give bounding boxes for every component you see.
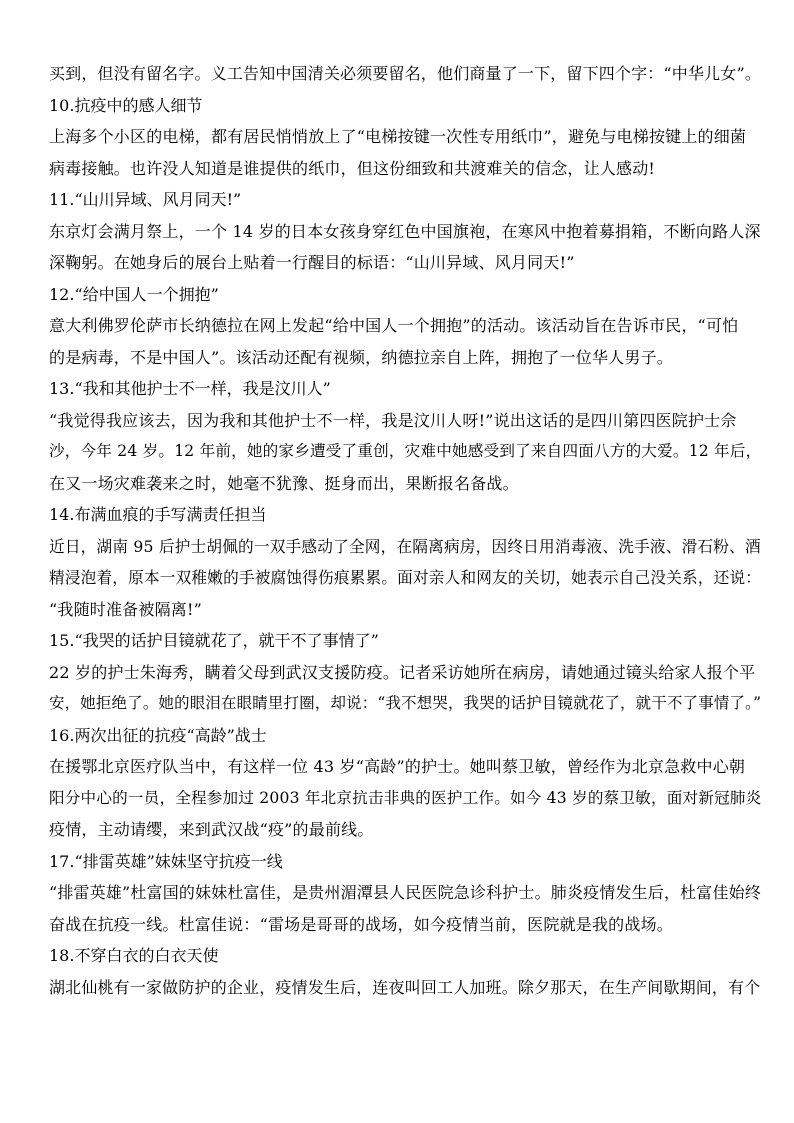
section-heading-18: 18.不穿白衣的白衣天使 <box>49 946 219 965</box>
paragraph-line: 病毒接触。也许没人知道是谁提供的纸巾，但这份细致和共渡难关的信念，让人感动! <box>49 158 656 178</box>
paragraph-line: “我随时准备被隔离!” <box>49 599 202 619</box>
paragraph-line: “排雷英雄”杜富国的妹妹杜富佳，是贵州湄潭县人民医院急诊科护士。肺炎疫情发生后，杜富佳始终 <box>49 883 761 902</box>
paragraph-line: 买到，但没有留名字。义工告知中国清关必须要留名，他们商量了一下，留下四个字：“中华儿女”。 <box>49 64 761 83</box>
paragraph-line: 22 岁的护士朱海秀，瞒着父母到武汉支援防疫。记者采访她所在病房，请她通过镜头给家人报个平 <box>49 662 756 682</box>
section-heading-17: 17.“排雷英雄”妹妹坚守抗疫一线 <box>49 851 283 871</box>
section-heading-16: 16.两次出征的抗疫“高龄”战士 <box>49 725 267 745</box>
section-heading-10: 10.抗疫中的感人细节 <box>49 95 203 115</box>
section-heading-13: 13.“我和其他护士不一样，我是汶川人” <box>49 379 331 398</box>
paragraph-line: 在援鄂北京医疗队当中，有这样一位 43 岁“高龄”的护士。她叫蔡卫敏，曾经作为北京急救中心朝 <box>49 757 746 776</box>
section-heading-15: 15.“我哭的话护目镜就花了，就干不了事情了” <box>49 631 379 650</box>
paragraph-line: 阳分中心的一员，全程参加过 2003 年北京抗击非典的医护工作。如今 43 岁的蔡卫敏，面对新冠肺炎 <box>49 788 762 807</box>
paragraph-line: 在又一场灾难袭来之时，她毫不犹豫、挺身而出，果断报名备战。 <box>49 473 519 493</box>
section-heading-11: 11.“山川异域、风月同天!” <box>49 190 242 209</box>
paragraph-line: 近日，湖南 95 后护士胡佩的一双手感动了全网，在隔离病房，因终日用消毒液、洗手液、滑石粉、酒 <box>49 536 761 556</box>
section-heading-12: 12.“给中国人一个拥抱” <box>49 284 219 304</box>
paragraph-line: 奋战在抗疫一线。杜富佳说：“雷场是哥哥的战场，如今疫情当前，医院就是我的战场。 <box>49 914 673 934</box>
paragraph-line: 精浸泡着，原本一双稚嫩的手被腐蚀得伤痕累累。面对亲人和网友的关切，她表示自己没关系，还说： <box>49 568 762 587</box>
section-heading-14: 14.布满血痕的手写满责任担当 <box>49 505 267 524</box>
paragraph-line: 东京灯会满月祭上，一个 14 岁的日本女孩身穿红色中国旗袍，在寒风中抱着募捐箱，不断向路人深 <box>49 221 761 241</box>
paragraph-line: 安，她拒绝了。她的眼泪在眼睛里打圈，却说：“我不想哭，我哭的话护目镜就花了，就干不了事情了。” <box>49 694 762 712</box>
paragraph-line: 疫情，主动请缨，来到武汉战“疫”的最前线。 <box>49 820 374 839</box>
paragraph-line: “我觉得我应该去，因为我和其他护士不一样，我是汶川人呀!”说出这话的是四川第四医院护士佘 <box>49 410 737 430</box>
paragraph-line: 的是病毒，不是中国人”。该活动还配有视频，纳德拉亲自上阵，拥抱了一位华人男子。 <box>49 347 673 367</box>
paragraph-line: 意大利佛罗伦萨市长纳德拉在网上发起“给中国人一个拥抱”的活动。该活动旨在告诉市民，“可怕 <box>49 316 739 335</box>
paragraph-line: 湖北仙桃有一家做防护的企业，疫情发生后，连夜叫回工人加班。除夕那天，在生产间歇期间，有个 <box>49 977 761 997</box>
paragraph-line: 上海多个小区的电梯，都有居民悄悄放上了“电梯按键一次性专用纸巾”，避免与电梯按键上的细菌 <box>49 127 747 146</box>
paragraph-line: 深鞠躬。在她身后的展台上贴着一行醒目的标语：“山川异域、风月同天!” <box>49 253 575 272</box>
paragraph-line: 沙，今年 24 岁。12 年前，她的家乡遭受了重创，灾难中她感受到了来自四面八方的大爱。12 年后， <box>49 442 762 460</box>
document-body <box>49 58 761 1003</box>
